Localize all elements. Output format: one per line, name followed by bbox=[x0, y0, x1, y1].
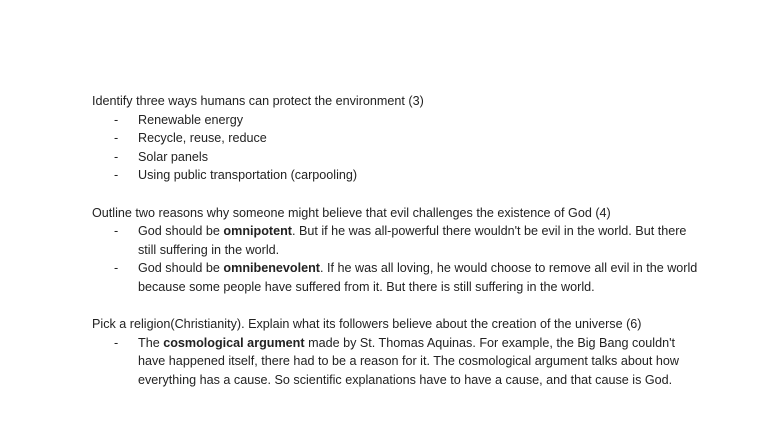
list-item bbox=[92, 259, 702, 296]
bullet-dash: - bbox=[114, 335, 119, 350]
question-section-1 bbox=[92, 92, 702, 185]
answer-list-2 bbox=[92, 222, 702, 296]
bullet-dash: - bbox=[114, 112, 119, 127]
answer-bold-term: omnibenevolent bbox=[223, 261, 320, 276]
list-item bbox=[92, 222, 702, 259]
answer-text-before: The bbox=[138, 335, 164, 350]
answer-text: Solar panels bbox=[138, 149, 209, 164]
answer-text-after: made by St. Thomas Aquinas. For example, the Big Bang couldn't have happened itself, there had to be a reason for it. The cosmological argument talks about how everything has a cause. So scientific explanations have to have a cause, and that cause is God. bbox=[138, 335, 679, 387]
bullet-dash: - bbox=[114, 131, 119, 146]
answer-text-before: God should be bbox=[138, 261, 224, 276]
question-section-2 bbox=[92, 204, 702, 297]
answer-bold-term: omnipotent bbox=[223, 224, 292, 239]
bullet-dash: - bbox=[114, 261, 119, 276]
bullet-dash: - bbox=[114, 168, 119, 183]
question-3-text: Pick a religion(Christianity). Explain what its followers believe about the creation of the universe (6) bbox=[92, 317, 642, 332]
document-body bbox=[92, 92, 702, 390]
question-2-text: Outline two reasons why someone might believe that evil challenges the existence of God (4) bbox=[92, 205, 611, 220]
question-section-3 bbox=[92, 315, 702, 389]
list-item bbox=[92, 129, 702, 148]
list-item bbox=[92, 111, 702, 130]
answer-text-after: . If he was all loving, he would choose to remove all evil in the world because some people have suffered from it. But there is still suffering in the world. bbox=[138, 261, 698, 294]
answer-list-1 bbox=[92, 111, 702, 185]
list-item bbox=[92, 334, 702, 390]
bullet-dash: - bbox=[114, 224, 119, 239]
bullet-dash: - bbox=[114, 149, 119, 164]
answer-text: Renewable energy bbox=[138, 112, 244, 127]
question-1-text: Identify three ways humans can protect the environment (3) bbox=[92, 94, 424, 108]
answer-text: Using public transportation (carpooling) bbox=[138, 168, 358, 183]
answer-bold-term: cosmological argument bbox=[163, 335, 305, 350]
answer-text: Recycle, reuse, reduce bbox=[138, 131, 267, 146]
answer-text-after: . But if he was all-powerful there wouldn't be evil in the world. But there still suffering in the world. bbox=[138, 224, 687, 257]
list-item bbox=[92, 148, 702, 167]
answer-text-before: God should be bbox=[138, 224, 224, 239]
list-item bbox=[92, 166, 702, 185]
answer-list-3 bbox=[92, 334, 702, 390]
